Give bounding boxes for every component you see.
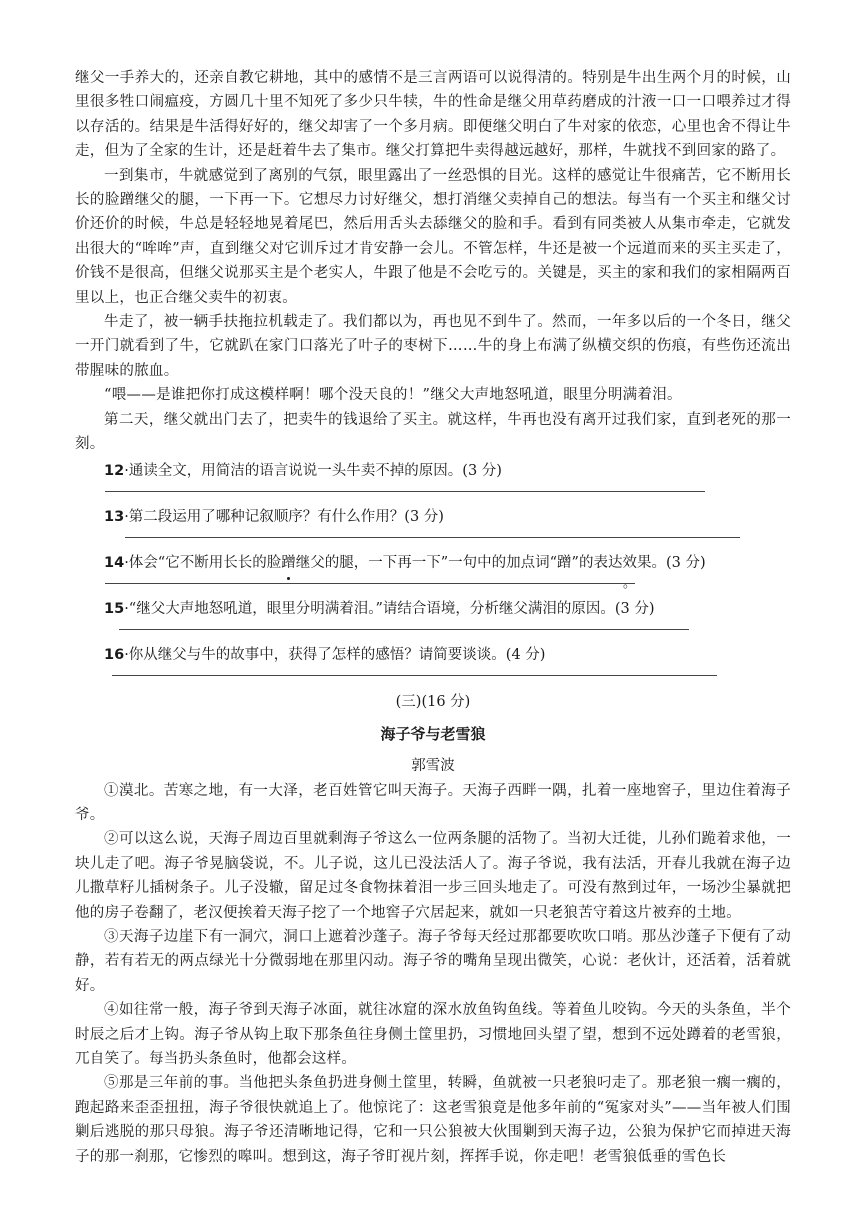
question-12: 12·通读全文，用简洁的语言说说一头牛卖不掉的原因。(3 分) <box>75 459 791 492</box>
story-paragraph-2: 一到集市，牛就感觉到了离别的气氛，眼里露出了一丝恐惧的目光。这样的感觉让牛很痛苦，它不断用长长的脸蹭继父的腿，一下再一下。它想尽力讨好继父，想打消继父卖掉自己的想法。每当有一个买主和继父讨价还价的时候，牛总是轻轻地晃着尾巴，然后用舌头去舔继父的脸和手。看到有同类被人从集市牵走，它就发出很大的“哞哞”声，直到继父对它训斥过才肯安静一会儿。不管怎样，牛还是被一个远道而来的买主买走了，价钱不是很高，但继父说那买主是个老实人，牛跟了他是不会吃亏的。关键是，买主的家和我们的家相隔两百里以上，也正合继父卖牛的初衷。 <box>75 167 791 306</box>
article-paragraph-4: ④如往常一般，海子爷到天海子冰面，就往冰窟的深水放鱼钩鱼线。等着鱼儿咬钩。今天的头条鱼，半个时辰之后才上钩。海子爷从钩上取下那条鱼往身侧土筐里扔，习惯地回头望了望，想到不远处蹲着的老雪狼，兀自笑了。每当扔头条鱼时，他都会这样。 <box>75 1002 791 1067</box>
article-paragraph-2: ②可以这么说，天海子周边百里就剩海子爷这么一位两条腿的活物了。当初大迁徙，儿孙们跪着求他，一块儿走了吧。海子爷晃脑袋说，不。儿子说，这儿已没法活人了。海子爷说，我有法活，开春儿我就在海子边儿撒草籽儿插树条子。儿子没辙，留足过冬食物抹着泪一步三回头地走了。可没有熬到过年，一场沙尘暴就把他的房子卷翻了，老汉便挨着天海子挖了一个地窖子穴居起来，就如一只老狼苦守着这片被弃的土地。 <box>75 831 791 921</box>
article-paragraph-3: ③天海子边崖下有一洞穴，洞口上遮着沙蓬子。海子爷每天经过那都要吹吹口哨。那丛沙蓬子下便有了动静，若有若无的两点绿光十分微弱地在那里闪动。海子爷的嘴角呈现出微笑，心说：老伙计，还活着，活着就好。 <box>75 928 791 994</box>
article-paragraph-1: ①漠北。苦寒之地，有一大泽，老百姓管它叫天海子。天海子西畔一隅，扎着一座地窖子，里边住着海子爷。 <box>75 782 791 823</box>
story-paragraph-5: 第二天，继父就出门去了，把卖牛的钱退给了买主。就这样，牛再也没有离开过我们家，直到老死的那一刻。 <box>75 411 791 453</box>
question-text-before: 体会“它不断用长长的脸 <box>128 554 282 571</box>
article-title: 海子爷与老雪狼 <box>380 724 486 743</box>
answer-line[interactable] <box>105 491 705 492</box>
article-author: 郭雪波 <box>411 757 455 774</box>
question-text: 你从继父与牛的故事中，获得了怎样的感悟？请简要谈谈。(4 分) <box>128 646 546 663</box>
answer-line-period: 。 <box>622 575 636 591</box>
story-paragraph-4: “喂——是谁把你打成这模样啊！哪个没天良的！”继父大声地怒吼道，眼里分明满着泪。 <box>104 387 682 404</box>
answer-line[interactable] <box>105 583 635 584</box>
answer-line[interactable] <box>125 537 740 538</box>
document-page <box>75 66 791 1169</box>
question-text: “继父大声地怒吼道，眼里分明满着泪。”请结合语境，分析继父满泪的原因。(3 分) <box>128 600 655 617</box>
answer-line[interactable] <box>119 629 689 630</box>
question-13: 13·第二段运用了哪种记叙顺序？有什么作用？(3 分) <box>75 505 791 538</box>
dotted-word: 蹭 <box>281 551 296 575</box>
question-number: 16 <box>104 646 125 663</box>
story-paragraph-1: 继父一手养大的，还亲自教它耕地，其中的感情不是三言两语可以说得清的。特别是牛出生两个月的时候，山里很多牲口闹瘟疫，方圆几十里不知死了多少只牛犊，牛的性命是继父用草药磨成的汁液一口一口喂养过才得以存活的。结果是牛活得好好的，继父却害了一个多月病。即便继父明白了牛对家的依恋，心里也舍不得让牛走，但为了全家的生计，还是赶着牛去了集市。继父打算把牛卖得越远越好，那样，牛就找不到回家的路了。 <box>75 70 791 160</box>
question-number: 12 <box>104 462 125 479</box>
question-number: 15 <box>104 600 125 617</box>
question-text: 通读全文，用简洁的语言说说一头牛卖不掉的原因。(3 分) <box>128 462 502 479</box>
answer-line[interactable] <box>112 675 717 676</box>
question-15: 15·“继父大声地怒吼道，眼里分明满着泪。”请结合语境，分析继父满泪的原因。(3 分) <box>75 597 791 630</box>
question-number: 14 <box>104 554 125 571</box>
question-number: 13 <box>104 508 125 525</box>
section-header: (三)(16 分) <box>395 693 471 710</box>
article-paragraph-5: ⑤那是三年前的事。当他把头条鱼扔进身侧土筐里，转瞬，鱼就被一只老狼叼走了。那老狼一瘸一瘸的，跑起路来歪歪扭扭，海子爷很快就追上了。他惊诧了：这老雪狼竟是他多年前的“冤家对头”——当年被人们围剿后逃脱的那只母狼。海子爷还清晰地记得，它和一只公狼被大伙围剿到天海子边，公狼为保护它而掉进天海子的那一刹那，它惨烈的嗥叫。想到这，海子爷盯视片刻，挥挥手说，你走吧！老雪狼低垂的雪色长 <box>75 1075 791 1165</box>
question-14: 14·体会“它不断用长长的脸蹭继父的腿，一下再一下”一句中的加点词“蹭”的表达效果。(3 分) 。 <box>75 551 791 584</box>
question-text: 第二段运用了哪种记叙顺序？有什么作用？(3 分) <box>128 508 444 525</box>
story-paragraph-3: 牛走了，被一辆手扶拖拉机载走了。我们都以为，再也见不到牛了。然而，一年多以后的一个冬日，继父一开门就看到了牛，它就趴在家门口落光了叶子的枣树下……牛的身上布满了纵横交织的伤痕，有些伤还流出带腥味的脓血。 <box>75 314 791 379</box>
question-text-after: 继父的腿，一下再一下”一句中的加点词“蹭”的表达效果。(3 分) <box>295 554 706 571</box>
question-16: 16·你从继父与牛的故事中，获得了怎样的感悟？请简要谈谈。(4 分) <box>75 643 791 676</box>
